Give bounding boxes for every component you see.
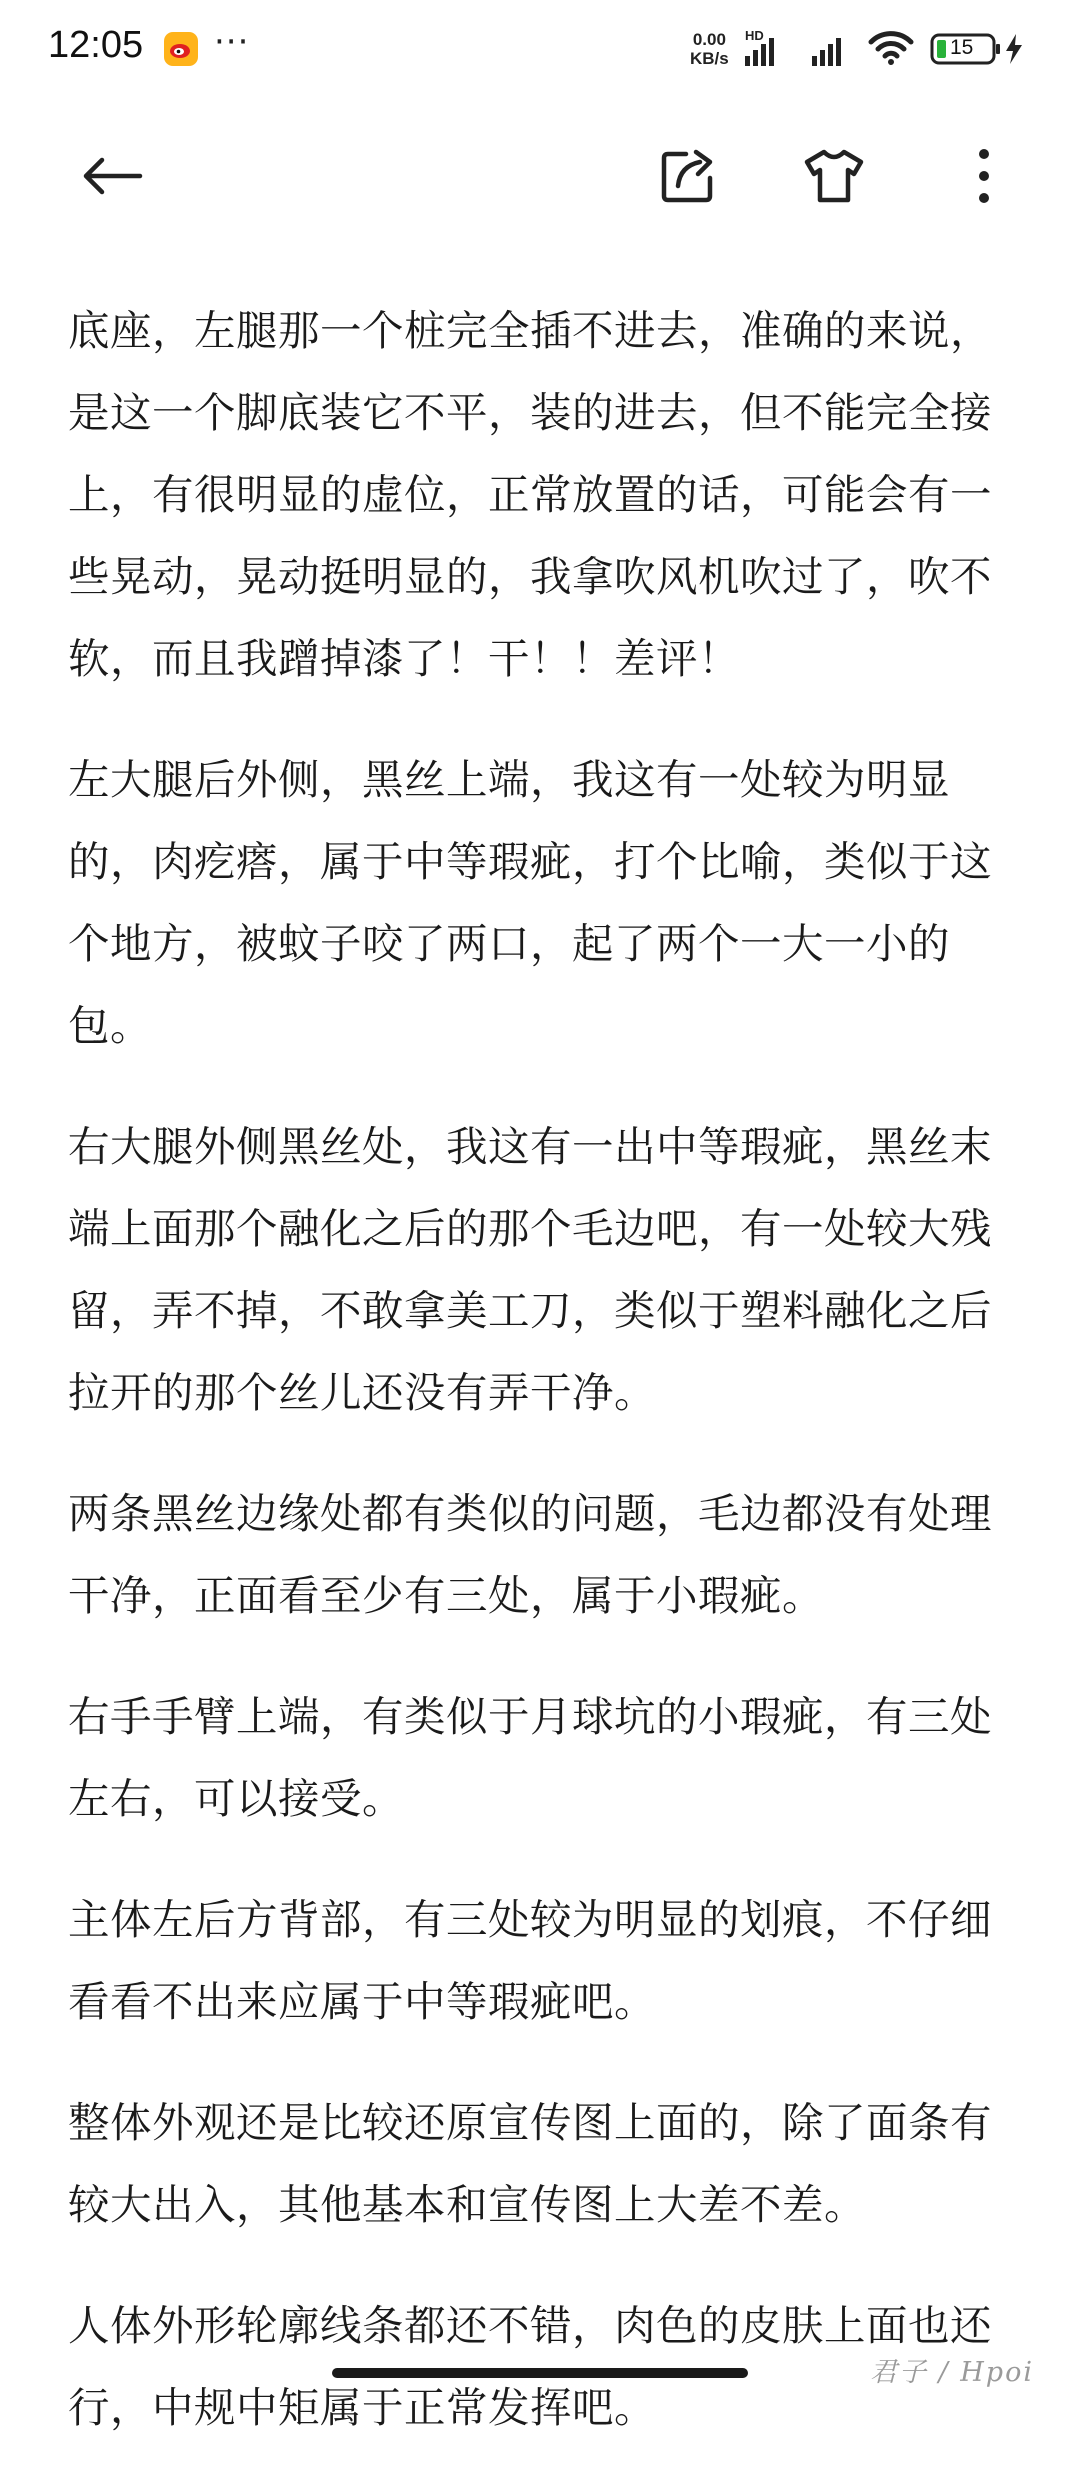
status-time: 12:05 bbox=[48, 24, 144, 66]
more-notifications-icon: ··· bbox=[214, 22, 250, 62]
article-paragraph: 右手手臂上端，有类似于月球坑的小瑕疵，有三处左右，可以接受。 bbox=[68, 1692, 993, 1823]
external-share-icon bbox=[660, 148, 716, 204]
more-options-button[interactable] bbox=[948, 140, 1020, 212]
theme-button[interactable] bbox=[798, 140, 870, 212]
article-paragraph: 右大腿外侧黑丝处，我这有一出中等瑕疵，黑丝末端上面那个融化之后的那个毛边吧，有一处较大残留，弄不掉，不敢拿美工刀，类似于塑料融化之后拉开的那个丝儿还没有弄干净。 bbox=[68, 1122, 993, 1417]
article-paragraph: 人体外形轮廓线条都还不错，肉色的皮肤上面也还行，中规中矩属于正常发挥吧。 bbox=[68, 2301, 993, 2432]
vertical-dots-icon bbox=[976, 146, 992, 206]
article-body bbox=[68, 290, 1014, 2488]
status-bar bbox=[0, 0, 1080, 100]
article-paragraph: 底座，左腿那一个桩完全插不进去，准确的来说，是这一个脚底装它不平，装的进去，但不能完全接上，有很明显的虚位，正常放置的话，可能会有一些晃动，晃动挺明显的，我拿吹风机吹过了，吹不软，而且我蹭掉漆了！干！！差评！ bbox=[68, 306, 993, 683]
article-paragraph: 整体外观还是比较还原宣传图上面的，除了面条有较大出入，其他基本和宣传图上大差不差。 bbox=[68, 2098, 993, 2229]
home-indicator[interactable] bbox=[332, 2368, 748, 2378]
network-speed: 0.00 KB/s bbox=[690, 30, 729, 68]
article-paragraph: 两条黑丝边缘处都有类似的问题，毛边都没有处理干净，正面看至少有三处，属于小瑕疵。 bbox=[68, 1489, 993, 1620]
arrow-left-icon bbox=[80, 156, 144, 196]
article-paragraph: 左大腿后外侧，黑丝上端，我这有一处较为明显的，肉疙瘩，属于中等瑕疵，打个比喻，类似于这个地方，被蚊子咬了两口，起了两个一大一小的包。 bbox=[68, 755, 993, 1050]
battery-level: 15 bbox=[950, 36, 974, 59]
hd-badge: HD bbox=[745, 28, 764, 43]
share-button[interactable] bbox=[652, 140, 724, 212]
top-toolbar bbox=[0, 120, 1080, 230]
weibo-notification-icon bbox=[164, 32, 198, 66]
battery-icon bbox=[930, 32, 1026, 66]
battery-indicator bbox=[930, 32, 1026, 70]
signal-2-icon bbox=[812, 36, 852, 66]
wifi-icon bbox=[868, 30, 914, 66]
shirt-icon bbox=[803, 148, 865, 204]
signal-1-icon bbox=[745, 36, 785, 66]
back-button[interactable] bbox=[76, 140, 148, 212]
article-paragraph: 主体左后方背部，有三处较为明显的划痕，不仔细看看不出来应属于中等瑕疵吧。 bbox=[68, 1895, 993, 2026]
watermark: 君子 / Hpoi bbox=[870, 2357, 1034, 2388]
